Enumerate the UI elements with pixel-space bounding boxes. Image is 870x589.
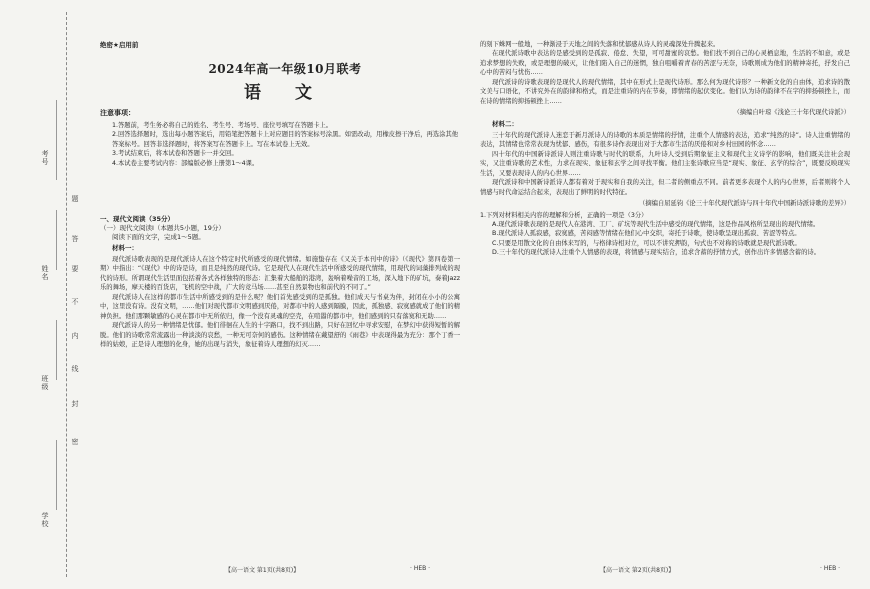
seal-char: 题 <box>71 195 79 202</box>
exam-number-blank <box>56 100 57 180</box>
passage-paragraph: 现代派诗人在这样的都市生活中所感受到的是什么呢？他们首先感受到的是孤独。他们成天与书桌为伴，封闭在小小的公寓中，这里没有诗。没有文明，……他们对现代都市文明感到厌倦，对都市中的人感到隔膜，因此，孤独感、寂寞感就成了他们的精神负担。他们那颗敏感的心灵在都市中无所依归，像一个没有灵魂的空壳，在喧嚣的都市中，他们感到的只有落寞和无助…… <box>100 293 460 320</box>
seal-char: 不 <box>71 298 79 305</box>
notice-item: 3.考试结束后，将本试卷和答题卡一并交回。 <box>112 150 238 158</box>
passage-paragraph: 的刻下蛛网一般地，一种渐浸于天地之间的失落和忧郁感从诗人的灵魂深处升腾起来。 <box>480 41 720 48</box>
name-blank <box>56 210 57 270</box>
binding-margin <box>0 0 100 589</box>
passage-paragraph: 现代派诗人的另一种情绪是忧郁。他们徘徊在人生的十字路口，找不到出路，只好在回忆中寻求安慰，在梦幻中获得短暂的解脱。他们的诗歌常常流露出一种淡淡的哀愁，一种无可奈何的感伤。这种情绪在戴望舒的《雨巷》中表现得最为充分：那个丁香一样的姑娘，正是诗人理想的化身，她的出现与消失，象征着诗人理想的幻灭…… <box>100 322 460 349</box>
subsection-heading: （一）现代文阅读Ⅰ（本题共5小题，19分） <box>100 224 225 232</box>
source-citation: （摘编自叶琼《浅论三十年代现代诗派》） <box>733 109 850 117</box>
notice-item: 2.回答选择题时，选出每小题答案后，用铅笔把答题卡上对应题目的答案标号涂黑。如需改动，用橡皮擦干净后，再选涂其他答案标号。回答非选择题时，将答案写在答题卡上。写在本试卷上无效。 <box>112 131 459 148</box>
answer-option: B.现代派诗人孤寂感，寂寞感，苦闷感等情绪在他们心中交织，寄托于诗歌，使诗歌呈现出孤寂、苦涩等特点。 <box>492 230 801 238</box>
seal-char: 答 <box>71 235 79 242</box>
passage-paragraph: 三十年代的现代派诗人迷恋于新月派诗人的诗歌的本质是情绪的抒情，注重个人情感的表达，追求“纯然的诗”。诗人注重情绪的表达，其情绪也常常表现为忧郁、感伤，有很多诗作表现出对于大都市生活的厌倦和对乡村田园的怀念…… <box>480 131 850 149</box>
seal-char: 内 <box>71 332 79 339</box>
footer-code-left: · HEB · <box>410 565 431 572</box>
page-footer-left: 【高一语文 第1页(共8页)】 <box>225 567 300 574</box>
right-column <box>480 40 850 258</box>
material-two-label: 材料二： <box>492 119 518 128</box>
exam-title: 2024年高一年级10月联考 <box>208 62 362 76</box>
seal-char: 线 <box>71 365 79 372</box>
section-heading: 一、现代文阅读（35分） <box>100 215 175 223</box>
footer-code-right: · HEB · <box>820 565 841 572</box>
notice-item: 1.答题前，考生务必将自己的姓名、考生号、考场号、座位号填写在答题卡上。 <box>112 122 333 129</box>
question-stem: 1.下列对材料相关内容的理解和分析，正确的一项是（3分） <box>480 211 648 219</box>
seal-char: 封 <box>71 400 79 407</box>
exam-notice <box>100 108 460 168</box>
exam-number-label: 考号 <box>41 150 49 166</box>
subject-title: 语 文 <box>244 83 326 103</box>
answer-option: D.三十年代的现代派诗人注重个人情感的表现，将情感与现实结合，追求含蓄的抒情方式，创作出许多情感含蓄的诗。 <box>492 249 820 257</box>
confidential-mark: 绝密★启用前 <box>100 41 139 49</box>
seal-char: 密 <box>71 438 79 445</box>
passage-paragraph: 在现代派诗歌中表达的是感受到的是孤寂、倦怠、失望，可可甜蜜的哀愁。他们找不到自己的心灵栖息地，生活的不如意，或是追求梦想的失败，或是理想的破灭，让他们陷入自己的迷惘，独自咀嚼着青春的苦涩与无奈，诗歌则成为他们的精神寄托，抒发自己心中的苦闷与忧伤…… <box>480 50 850 77</box>
class-blank <box>56 320 57 380</box>
passage-paragraph: 现代派诗歌表现的是现代派诗人在这个特定时代所感受的现代情绪。如施蛰存在《又关于本刊中的诗》（《现代》第四卷第一期）中指出：“《现代》中的诗是诗，而且是纯然的现代诗。它是现代人在现代生活中所感受的现代情绪，用现代的词藻排列成的现代的诗形。所谓现代生活里面包括着各式各样独特的形态：汇集着大船舶的港湾，轰响着噪音的工场，深入地下的矿坑，奏着Jazz乐的舞场，摩天楼的百货店，飞机的空中战，广大的竞马场……甚至自然景物也和前代的不同了。” <box>100 256 460 292</box>
passage-paragraph: 现代派诗的诗歌表现的是现代人的现代情绪，其中在形式上是现代诗形。那么何为现代诗形？一种新文化的自由体，追求诗的散文美与口语化，不讲究外在的韵律和格式，而是注重诗的内在节奏，即情绪的起伏变化。他们认为诗的韵律不在字的抑扬顿挫上，而在诗的情绪的抑扬顿挫上…… <box>480 78 850 105</box>
school-label: 学校 <box>41 512 49 528</box>
material-one-label: 材料一： <box>112 244 138 252</box>
source-citation: （摘编自屈延钧《论三十年代现代派诗与四十年代中国新诗派诗歌的差异》） <box>639 200 850 208</box>
notice-item: 4.本试卷主要考试内容：部编版必修上册第1～4课。 <box>112 159 259 167</box>
name-label: 姓名 <box>41 265 49 281</box>
section-instruction: 阅读下面的文字，完成1～5题。 <box>112 233 205 241</box>
reading-section <box>100 215 460 350</box>
answer-option: A.现代派诗歌表现的是现代人在港湾、工厂、矿坑等现代生活中感受的现代情绪，这是作品风格所呈现出的现代情绪。 <box>492 220 820 228</box>
school-blank <box>56 440 57 510</box>
passage-paragraph: 四十年代的中国新诗派诗人则注重诗歌与时代的联系，九叶诗人受到后期象征主义和现代主义诗学的影响，他们既关注社会现实，又注重诗歌的艺术性，力求在现实、象征和玄学之间寻找平衡。他们主张诗歌应当是“现实、象征、玄学的综合”，既要反映现实生活，又要表现诗人的内心世界…… <box>480 150 850 177</box>
passage-paragraph: 现代派诗和中国新诗派诗人都有着对于现实和自我的关注，但二者的侧重点不同。前者更多表现个人的内心世界，后者则将个人情感与时代命运结合起来，表现出了鲜明的时代特征。 <box>480 179 850 196</box>
page-footer-right: 【高一语文 第2页(共8页)】 <box>600 567 675 574</box>
seal-char: 要 <box>71 265 79 272</box>
answer-option: C.只要是用散文化的自由体来写的，与格律诗相对立，可以不讲究押韵，句式也不对称的诗歌就是现代派诗歌。 <box>492 239 801 247</box>
seal-line <box>66 12 67 577</box>
notice-heading: 注意事项： <box>100 109 135 117</box>
class-label: 班级 <box>41 375 49 391</box>
